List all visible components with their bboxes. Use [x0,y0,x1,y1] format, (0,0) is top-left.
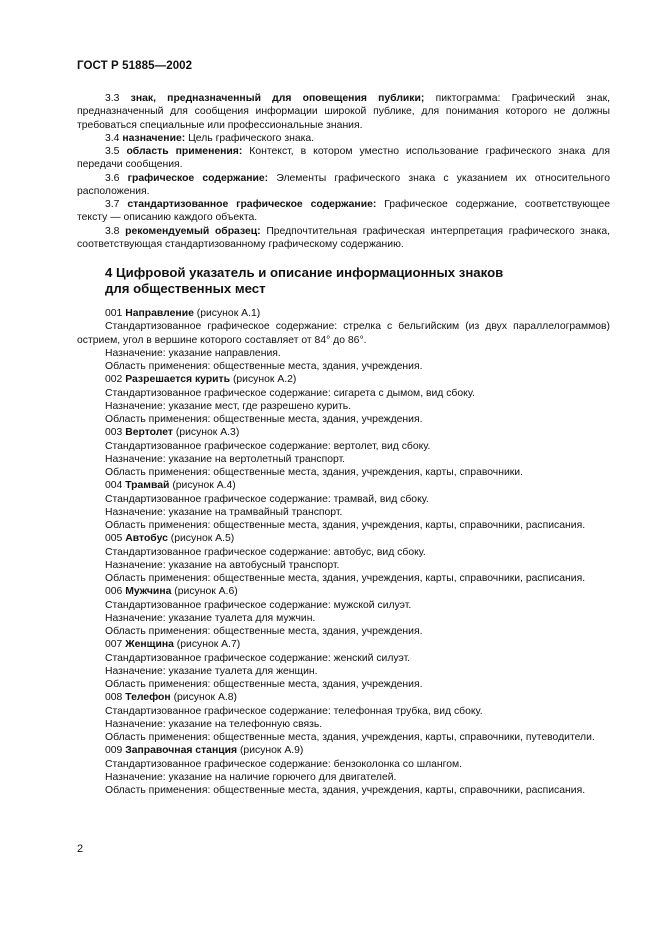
sign-purpose: Назначение: указание туалета для мужчин. [105,612,316,624]
sign-scope: Область применения: общественные места, здания, учреждения, карты, справочники, расписания. [105,785,586,796]
sign-purpose: Назначение: указание на телефонную связь. [105,718,323,730]
sign-scope: Область применения: общественные места, здания, учреждения. [105,626,423,637]
sign-content: Стандартизованное графическое содержание: автобус, вид сбоку. [105,546,426,558]
sign-purpose: Назначение: указание на вертолетный транспорт. [105,453,346,465]
terms-list [77,92,610,251]
sign-entry-003 [77,426,610,479]
sign-entry-009 [77,744,610,797]
sign-title: 004 Трамвай (рисунок А.4) [105,480,236,492]
sign-content: Стандартизованное графическое содержание: вертолет, вид сбоку. [105,440,431,452]
sign-content: Стандартизованное графическое содержание: телефонная трубка, вид сбоку. [105,705,483,717]
sign-purpose: Назначение: указание на наличие горючего для двигателей. [105,771,397,783]
signs-list [77,307,610,797]
sign-content: Стандартизованное графическое содержание: бензоколонка со шлангом. [105,758,463,770]
section-4-title-line-2: для общественных мест [105,281,266,296]
section-4-title-line-1: 4 Цифровой указатель и описание информационных знаков [105,265,504,280]
document-header: ГОСТ Р 51885—2002 [77,60,193,72]
page-content [77,92,610,797]
section-4-heading [105,265,610,297]
term-3-5: 3.5 область применения: Контекст, в котором уместно использование графического знака для передачи сообщения. [77,146,610,171]
sign-scope: Область применения: общественные места, здания, учреждения. [105,361,423,372]
term-3-7: 3.7 стандартизованное графическое содержание: Графическое содержание, соответствующее тексту — описанию каждого объекта. [77,199,611,224]
sign-title: 003 Вертолет (рисунок А.3) [105,427,240,439]
sign-entry-008 [77,691,610,744]
sign-scope: Область применения: общественные места, здания, учреждения, карты, справочники, расписания. [105,520,586,531]
sign-scope: Область применения: общественные места, здания, учреждения. [105,679,423,690]
sign-scope: Область применения: общественные места, здания, учреждения, карты, справочники, путеводители. [105,732,595,743]
sign-title: 006 Мужчина (рисунок А.6) [105,586,238,598]
sign-purpose: Назначение: указание мест, где разрешено курить. [105,400,352,412]
sign-entry-007 [77,638,610,691]
sign-purpose: Назначение: указание туалета для женщин. [105,665,318,677]
sign-purpose: Назначение: указание на автобусный транспорт. [105,559,340,571]
sign-content: Стандартизованное графическое содержание: мужской силуэт. [105,599,412,611]
sign-entry-002 [77,373,610,426]
sign-entry-004 [77,479,610,532]
sign-title: 002 Разрешается курить (рисунок А.2) [105,374,297,386]
sign-title: 001 Направление (рисунок А.1) [105,308,261,319]
sign-entry-001 [77,307,610,373]
sign-scope: Область применения: общественные места, здания, учреждения, карты, справочники, расписания. [105,573,586,584]
term-3-4: 3.4 назначение: Цель графического знака. [105,132,315,144]
sign-entry-006 [77,585,610,638]
sign-scope: Область применения: общественные места, здания, учреждения, карты, справочники. [105,467,523,478]
sign-title: 008 Телефон (рисунок А.8) [105,692,238,704]
sign-content: Стандартизованное графическое содержание: женский силуэт. [105,652,411,664]
sign-title: 007 Женщина (рисунок А.7) [105,639,241,651]
page-number: 2 [77,843,84,855]
sign-title: 005 Автобус (рисунок А.5) [105,533,235,545]
sign-content: Стандартизованное графическое содержание: стрелка с бельгийским (из двух параллелограммов) острием, угол в вершине которого составляет от 84° до 86°. [77,321,610,346]
sign-title: 009 Заправочная станция (рисунок А.9) [105,745,304,757]
term-3-8: 3.8 рекомендуемый образец: Предпочтительная графическая интерпретация графического знака, соответствующая стандартизованному графическому содержанию. [77,225,611,250]
sign-content: Стандартизованное графическое содержание: сигарета с дымом, вид сбоку. [105,387,475,399]
sign-purpose: Назначение: указание на трамвайный транспорт. [105,506,343,518]
term-3-3: 3.3 знак, предназначенный для оповещения публики; пиктограмма: Графический знак, предназначенный для сообщения информации широкой публике, для понимания которого не должны требоваться специальные или профессиональные знания. [77,93,611,131]
term-3-6: 3.6 графическое содержание: Элементы графического знака с указанием их относительного расположения. [77,172,610,197]
sign-scope: Область применения: общественные места, здания, учреждения. [105,414,423,425]
sign-purpose: Назначение: указание направления. [105,347,281,359]
sign-content: Стандартизованное графическое содержание: трамвай, вид сбоку. [105,493,429,505]
sign-entry-005 [77,532,610,585]
